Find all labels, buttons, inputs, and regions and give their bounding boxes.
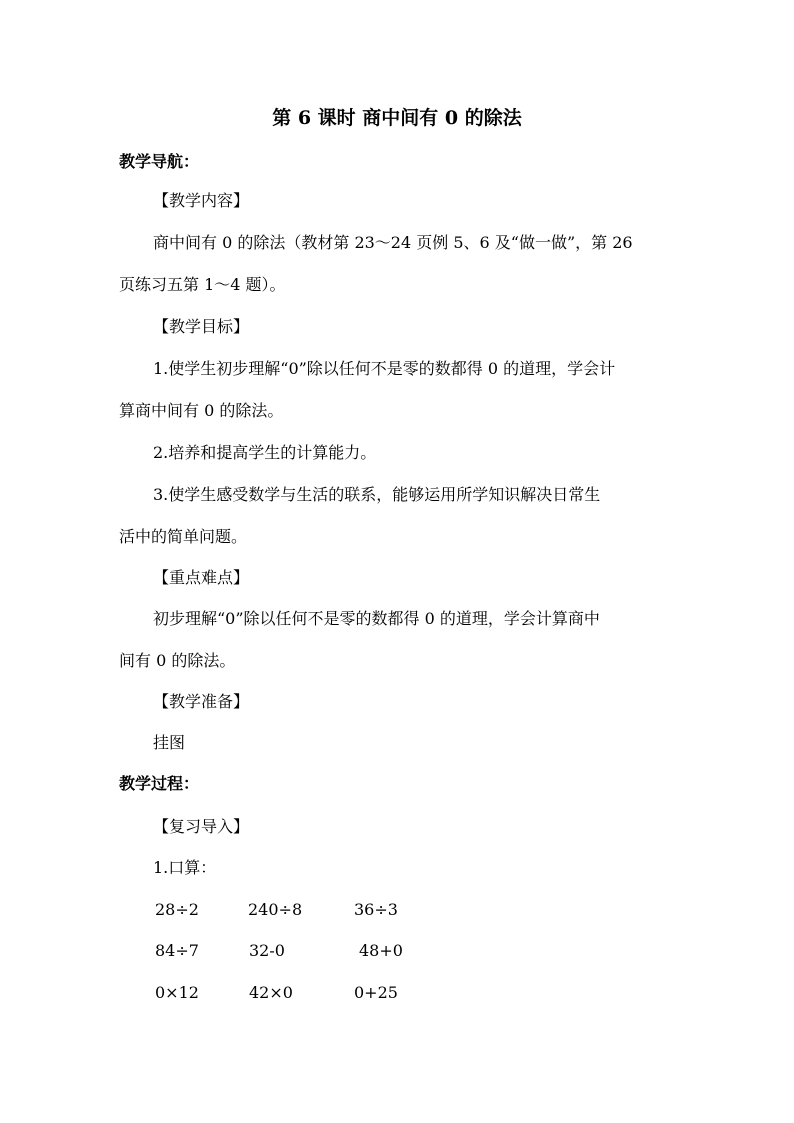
- calc-item: 48+0: [359, 941, 403, 960]
- calc-item: 36÷3: [354, 900, 398, 919]
- key-points-heading: 【重点难点】: [153, 568, 250, 587]
- process-heading: 教学过程：: [119, 774, 200, 793]
- goal1-line2: 算商中间有 0 的除法。: [119, 401, 284, 420]
- preparation-text: 挂图: [153, 733, 186, 752]
- content-text-line1: 商中间有 0 的除法（教材第 23～24 页例 5、6 及“做一做”，第 26: [153, 233, 633, 252]
- calc-item: 42×0: [249, 983, 293, 1002]
- goal3-line1: 3.使学生感受数学与生活的联系，能够运用所学知识解决日常生: [153, 485, 601, 504]
- calc-item: 84÷7: [155, 941, 199, 960]
- calc-item: 0×12: [155, 983, 199, 1002]
- content-text-line2: 页练习五第 1～4 题）。: [119, 275, 286, 294]
- calc-item: 28÷2: [155, 900, 199, 919]
- content-heading: 【教学内容】: [153, 191, 250, 210]
- calc-item: 240÷8: [248, 900, 303, 919]
- preparation-heading: 【教学准备】: [153, 692, 250, 711]
- key-points-line2: 间有 0 的除法。: [119, 651, 236, 670]
- goal1-line1: 1.使学生初步理解“0”除以任何不是零的数都得 0 的道理，学会计: [153, 359, 616, 378]
- nav-heading: 教学导航：: [119, 152, 200, 171]
- calc-item: 0+25: [354, 983, 398, 1002]
- calc-item: 32-0: [249, 941, 285, 960]
- lesson-title: 第 6 课时 商中间有 0 的除法: [272, 107, 522, 129]
- goal2: 2.培养和提高学生的计算能力。: [153, 443, 377, 462]
- oral-calc-label: 1.口算：: [153, 858, 217, 877]
- key-points-line1: 初步理解“0”除以任何不是零的数都得 0 的道理，学会计算商中: [153, 609, 600, 628]
- review-heading: 【复习导入】: [153, 817, 250, 836]
- goals-heading: 【教学目标】: [153, 317, 250, 336]
- goal3-line2: 活中的简单问题。: [119, 527, 248, 546]
